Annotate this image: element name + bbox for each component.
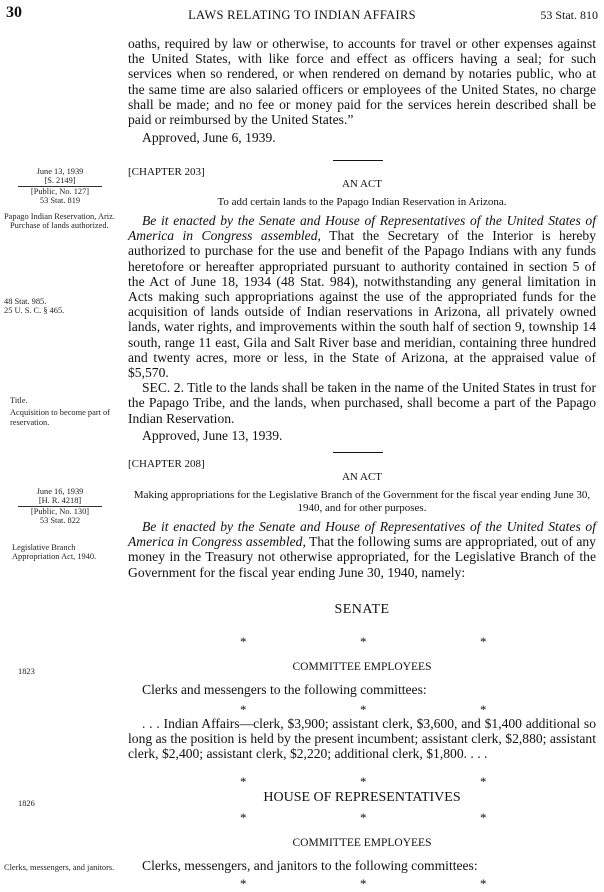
star: * <box>240 774 247 789</box>
margin-legislative-branch: Legislative Branch Appropriation Act, 1940. <box>12 543 97 562</box>
margin-note-papago <box>4 212 116 231</box>
running-title: LAWS RELATING TO INDIAN AFFAIRS <box>188 8 416 22</box>
chapter-208-purpose: Making appropriations for the Legislative Branch of the Government for the fiscal year ending June 30, 1940, and for other purposes. <box>133 489 591 514</box>
margin-title: Title. <box>10 396 28 405</box>
margin-public-208: [Public, No. 130] <box>30 506 90 516</box>
page-number: 30 <box>6 4 22 21</box>
margin-date-203: June 13, 1939 <box>36 167 84 176</box>
margin-acquisition: Acquisition to become part of reservation. <box>10 408 111 427</box>
margin-notes-208 <box>4 487 116 526</box>
star: * <box>480 810 487 825</box>
star: * <box>480 774 487 789</box>
margin-ref-usc: 25 U. S. C. § 465. <box>4 306 65 316</box>
chapter-203-act-heading: AN ACT <box>341 178 383 190</box>
house-heading: HOUSE OF REPRESENTATIVES <box>263 790 461 805</box>
star: * <box>480 702 487 717</box>
margin-public-203: [Public, No. 127] <box>30 186 90 196</box>
star: * <box>240 634 247 649</box>
margin-papago-reservation: Papago Indian Reservation, Ariz. <box>4 212 115 221</box>
star: * <box>240 702 247 717</box>
star: * <box>360 774 367 789</box>
margin-ref-48-stat: 48 Stat. 985. <box>4 297 47 306</box>
chapter-203-label: [CHAPTER 203] <box>128 166 205 178</box>
star: * <box>360 876 367 891</box>
margin-stat-203: 53 Stat. 819 <box>39 196 81 206</box>
stat-reference: 53 Stat. 810 <box>540 8 598 22</box>
star: * <box>240 876 247 891</box>
star: * <box>360 810 367 825</box>
chapter-208-act-heading: AN ACT <box>341 471 383 483</box>
margin-clerks-janitors: Clerks, messengers, and janitors. <box>4 863 115 872</box>
approved-june-13: Approved, June 13, 1939. <box>142 427 283 443</box>
margin-page-826: 1826 <box>18 799 35 808</box>
margin-note-legislative <box>4 543 116 562</box>
continuation-block <box>128 36 596 145</box>
enacting-clause-203: Be it enacted by the Senate and House of Representatives of the United States of America in Congress assembled, <box>128 213 596 244</box>
continuation-text: oaths, required by law or otherwise, to accounts for travel or other expenses against the United States, with like force and effect as officers having a seal; for such services when so rendered, or when rendered on demand by notaries public, who at the same time are also salaried officers or employees of the United States, no charge shall be made; and no fee or money paid for the services herein described shall be paid or reimbursed by the United States.” <box>128 36 596 128</box>
margin-page-823: 1823 <box>18 667 35 676</box>
chapter-203-purpose: To add certain lands to the Papago Indian Reservation in Arizona. <box>217 196 507 208</box>
margin-bill-208: [H. R. 4218] <box>18 496 102 506</box>
chapter-208-text <box>128 519 596 580</box>
chapter-203-sec2: SEC. 2. Title to the lands shall be taken in the name of the United States in trust for the Papago Tribe, and the lands, when purchased, shall become a part of the Papago Indian Reservation. <box>128 380 596 426</box>
star: * <box>480 876 487 891</box>
indian-affairs-text: . . . Indian Affairs—clerk, $3,900; assistant clerk, $3,600, and $1,400 additional so long as the position is held by the present incumbent; assistant clerk, $2,880; assistant clerk, $2,400; assistant clerk, $2,220; additional clerk, $1,800. . . . <box>128 716 596 762</box>
margin-note-refs <box>4 297 116 316</box>
margin-stat-208: 53 Stat. 822 <box>39 516 81 526</box>
chapter-203-text <box>128 213 596 443</box>
margin-note-title <box>4 396 116 427</box>
clerks-janitors-line: Clerks, messengers, and janitors to the following committees: <box>142 858 478 873</box>
margin-purchase-authorized: Purchase of lands authorized. <box>10 221 109 231</box>
section-divider-2 <box>333 452 383 453</box>
house-committee-employees-heading: COMMITTEE EMPLOYEES <box>292 837 432 849</box>
indian-affairs-appropriation <box>128 716 596 762</box>
section-divider <box>333 160 383 161</box>
margin-bill-203: [S. 2149] <box>18 176 102 186</box>
star: * <box>240 810 247 825</box>
margin-notes-203 <box>4 167 116 206</box>
senate-committee-employees-heading: COMMITTEE EMPLOYEES <box>292 661 432 673</box>
enacting-clause-208: Be it enacted by the Senate and House of Representatives of the United States of America in Congress assembled, <box>128 519 596 550</box>
star: * <box>480 634 487 649</box>
star: * <box>360 634 367 649</box>
chapter-208-body: That the following sums are appropriated, out of any money in the Treasury not otherwise appropriated, for the Legislative Branch of the Government for the fiscal year ending June 30, 1940, namely: <box>128 534 596 580</box>
chapter-208-label: [CHAPTER 208] <box>128 458 205 470</box>
chapter-203-body: That the Secretary of the Interior is hereby authorized to purchase for the use and benefit of the Papago Indians with any funds heretofore or hereafter appropriated pursuant to authority contained in section 5 of the Act of June 18, 1934 (48 Stat. 984), notwithstanding any general limitation in Acts making such appropriations against the use of the appropriated funds for the acquisition of lands outside of Indian reservations in Arizona, all privately owned lands, water rights, and improvements within the south half of section 9, township 14 south, range 11 east, Gila and Salt River base and meridian, containing three hundred and twenty acres, more or less, in the State of Arizona, at the appraised value of $5,570. <box>128 228 597 381</box>
margin-date-208: June 16, 1939 <box>36 487 84 496</box>
star: * <box>360 702 367 717</box>
senate-heading: SENATE <box>334 602 390 617</box>
clerks-messengers-line: Clerks and messengers to the following committees: <box>142 682 427 697</box>
approved-june-6: Approved, June 6, 1939. <box>142 130 276 146</box>
